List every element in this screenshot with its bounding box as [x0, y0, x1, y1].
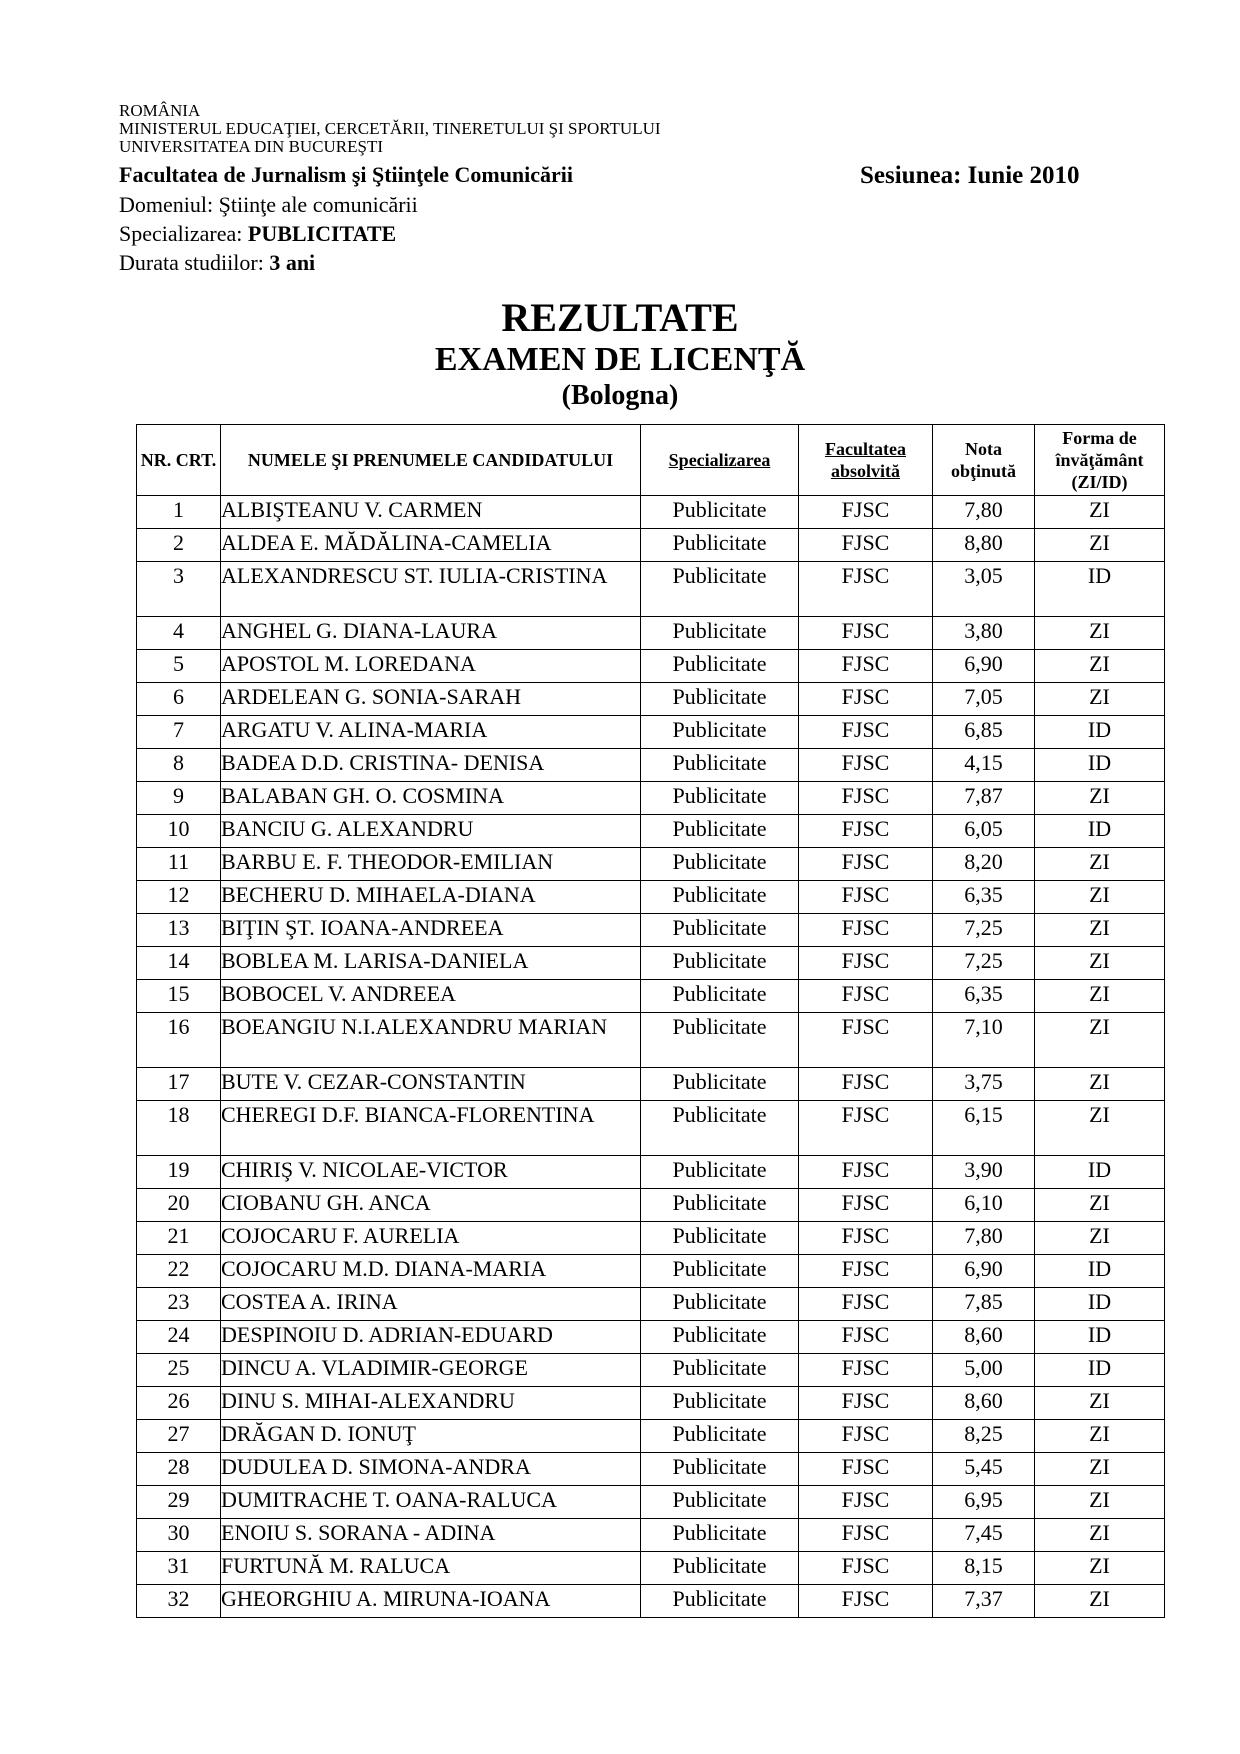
table-row — [137, 1156, 1165, 1189]
table-row — [137, 1222, 1165, 1255]
faculty-cell: FJSC — [799, 947, 933, 980]
specialization-cell: Publicitate — [641, 1486, 799, 1519]
candidate-name-cell: ARGATU V. ALINA-MARIA — [221, 716, 641, 749]
specialization-cell: Publicitate — [641, 650, 799, 683]
faculty-cell: FJSC — [799, 881, 933, 914]
row-number-cell: 27 — [137, 1420, 221, 1453]
table-row — [137, 562, 1165, 617]
domain-value: Ştiinţe ale comunicării — [218, 192, 418, 217]
specialization-cell: Publicitate — [641, 1354, 799, 1387]
study-form-cell: ZI — [1035, 1486, 1165, 1519]
row-number-cell: 18 — [137, 1101, 221, 1156]
specialization-cell: Publicitate — [641, 1420, 799, 1453]
study-form-cell: ID — [1035, 1354, 1165, 1387]
table-row — [137, 815, 1165, 848]
candidate-name-cell: BADEA D.D. CRISTINA- DENISA — [221, 749, 641, 782]
faculty-cell: FJSC — [799, 1255, 933, 1288]
candidate-name-cell: COJOCARU M.D. DIANA-MARIA — [221, 1255, 641, 1288]
faculty-cell: FJSC — [799, 496, 933, 529]
specialization-cell: Publicitate — [641, 1013, 799, 1068]
candidate-name-cell: BOBOCEL V. ANDREEA — [221, 980, 641, 1013]
title-exam: EXAMEN DE LICENŢĂ — [434, 341, 806, 378]
study-form-cell: ZI — [1035, 1387, 1165, 1420]
row-number-cell: 7 — [137, 716, 221, 749]
faculty-cell: FJSC — [799, 1552, 933, 1585]
faculty-cell: FJSC — [799, 914, 933, 947]
table-row — [137, 529, 1165, 562]
specialization-cell: Publicitate — [641, 749, 799, 782]
candidate-name-cell: ALEXANDRESCU ST. IULIA-CRISTINA — [221, 562, 641, 617]
table-row — [137, 1068, 1165, 1101]
study-form-cell: ZI — [1035, 617, 1165, 650]
row-number-cell: 21 — [137, 1222, 221, 1255]
specialization-cell: Publicitate — [641, 1068, 799, 1101]
header-nr: NR. CRT. — [137, 425, 221, 496]
candidate-name-cell: BALABAN GH. O. COSMINA — [221, 782, 641, 815]
candidate-name-cell: APOSTOL M. LOREDANA — [221, 650, 641, 683]
candidate-name-cell: DUDULEA D. SIMONA-ANDRA — [221, 1453, 641, 1486]
row-number-cell: 29 — [137, 1486, 221, 1519]
row-number-cell: 9 — [137, 782, 221, 815]
grade-cell: 6,35 — [933, 980, 1035, 1013]
table-body — [137, 496, 1165, 1618]
faculty-cell: FJSC — [799, 1101, 933, 1156]
table-row — [137, 1321, 1165, 1354]
row-number-cell: 8 — [137, 749, 221, 782]
specialization-cell: Publicitate — [641, 496, 799, 529]
row-number-cell: 20 — [137, 1189, 221, 1222]
candidate-name-cell: ANGHEL G. DIANA-LAURA — [221, 617, 641, 650]
specialization-cell: Publicitate — [641, 1585, 799, 1618]
faculty-cell: FJSC — [799, 1156, 933, 1189]
candidate-name-cell: FURTUNĂ M. RALUCA — [221, 1552, 641, 1585]
faculty-cell: FJSC — [799, 1585, 933, 1618]
document-header — [119, 102, 1119, 277]
faculty-cell: FJSC — [799, 815, 933, 848]
header-faculty — [799, 425, 933, 496]
specialization-cell: Publicitate — [641, 947, 799, 980]
table-row — [137, 980, 1165, 1013]
table-row — [137, 1354, 1165, 1387]
specialization-cell: Publicitate — [641, 815, 799, 848]
faculty-cell: FJSC — [799, 1321, 933, 1354]
specialization-cell: Publicitate — [641, 1288, 799, 1321]
row-number-cell: 22 — [137, 1255, 221, 1288]
specialization-cell: Publicitate — [641, 529, 799, 562]
study-form-cell: ID — [1035, 1288, 1165, 1321]
specialization-cell: Publicitate — [641, 617, 799, 650]
row-number-cell: 17 — [137, 1068, 221, 1101]
table-row — [137, 716, 1165, 749]
table-row — [137, 617, 1165, 650]
candidate-name-cell: ALDEA E. MĂDĂLINA-CAMELIA — [221, 529, 641, 562]
grade-cell: 7,87 — [933, 782, 1035, 815]
faculty-cell: FJSC — [799, 529, 933, 562]
faculty-cell: FJSC — [799, 1420, 933, 1453]
study-form-cell: ZI — [1035, 1101, 1165, 1156]
candidate-name-cell: CHIRIŞ V. NICOLAE-VICTOR — [221, 1156, 641, 1189]
duration-label: Durata studiilor: — [119, 250, 264, 275]
row-number-cell: 5 — [137, 650, 221, 683]
specialization-cell: Publicitate — [641, 562, 799, 617]
header-form: Forma de învăţământ (ZI/ID) — [1035, 425, 1165, 496]
grade-cell: 8,15 — [933, 1552, 1035, 1585]
grade-cell: 6,90 — [933, 1255, 1035, 1288]
faculty-name: Facultatea de Jurnalism şi Ştiinţele Comunicării — [119, 162, 574, 187]
row-number-cell: 6 — [137, 683, 221, 716]
document-titles — [0, 295, 1240, 413]
candidate-name-cell: DINCU A. VLADIMIR-GEORGE — [221, 1354, 641, 1387]
row-number-cell: 10 — [137, 815, 221, 848]
grade-cell: 7,80 — [933, 1222, 1035, 1255]
grade-cell: 3,90 — [933, 1156, 1035, 1189]
faculty-cell: FJSC — [799, 749, 933, 782]
faculty-cell: FJSC — [799, 1189, 933, 1222]
study-form-cell: ZI — [1035, 1453, 1165, 1486]
table-row — [137, 1255, 1165, 1288]
header-grade: Nota obţinută — [933, 425, 1035, 496]
faculty-cell: FJSC — [799, 1486, 933, 1519]
grade-cell: 7,85 — [933, 1288, 1035, 1321]
specialization-cell: Publicitate — [641, 1453, 799, 1486]
row-number-cell: 3 — [137, 562, 221, 617]
table-row — [137, 650, 1165, 683]
specialization-cell: Publicitate — [641, 716, 799, 749]
table-row — [137, 1486, 1165, 1519]
grade-cell: 8,20 — [933, 848, 1035, 881]
study-form-cell: ZI — [1035, 1068, 1165, 1101]
table-row — [137, 1288, 1165, 1321]
ministry-line: MINISTERUL EDUCAŢIEI, CERCETĂRII, TINERETULUI ŞI SPORTULUI — [119, 119, 661, 138]
table-row — [137, 1453, 1165, 1486]
specialization-cell: Publicitate — [641, 1321, 799, 1354]
study-form-cell: ID — [1035, 1321, 1165, 1354]
study-form-cell: ID — [1035, 815, 1165, 848]
duration-value: 3 ani — [269, 250, 316, 275]
row-number-cell: 19 — [137, 1156, 221, 1189]
grade-cell: 6,35 — [933, 881, 1035, 914]
faculty-cell: FJSC — [799, 1519, 933, 1552]
study-form-cell: ID — [1035, 562, 1165, 617]
faculty-cell: FJSC — [799, 617, 933, 650]
results-table — [136, 424, 1165, 1618]
specialization-cell: Publicitate — [641, 1387, 799, 1420]
faculty-cell: FJSC — [799, 1387, 933, 1420]
study-form-cell: ZI — [1035, 1519, 1165, 1552]
domain-line — [119, 190, 1119, 219]
study-form-cell: ID — [1035, 1156, 1165, 1189]
row-number-cell: 25 — [137, 1354, 221, 1387]
header-faculty-text: Facultatea absolvită — [825, 439, 906, 481]
study-form-cell: ZI — [1035, 947, 1165, 980]
study-form-cell: ID — [1035, 716, 1165, 749]
specialization-cell: Publicitate — [641, 980, 799, 1013]
table-row — [137, 848, 1165, 881]
row-number-cell: 4 — [137, 617, 221, 650]
faculty-cell: FJSC — [799, 782, 933, 815]
table-row — [137, 1519, 1165, 1552]
table-row — [137, 749, 1165, 782]
row-number-cell: 16 — [137, 1013, 221, 1068]
row-number-cell: 24 — [137, 1321, 221, 1354]
table-row — [137, 683, 1165, 716]
grade-cell: 3,75 — [933, 1068, 1035, 1101]
row-number-cell: 2 — [137, 529, 221, 562]
specialization-cell: Publicitate — [641, 1222, 799, 1255]
row-number-cell: 23 — [137, 1288, 221, 1321]
candidate-name-cell: BARBU E. F. THEODOR-EMILIAN — [221, 848, 641, 881]
specialization-cell: Publicitate — [641, 782, 799, 815]
grade-cell: 6,15 — [933, 1101, 1035, 1156]
faculty-row — [119, 162, 1119, 190]
faculty-cell: FJSC — [799, 650, 933, 683]
candidate-name-cell: ENOIU S. SORANA - ADINA — [221, 1519, 641, 1552]
candidate-name-cell: DUMITRACHE T. OANA-RALUCA — [221, 1486, 641, 1519]
grade-cell: 5,45 — [933, 1453, 1035, 1486]
study-form-cell: ZI — [1035, 1552, 1165, 1585]
domain-label: Domeniul: — [119, 192, 214, 217]
faculty-cell: FJSC — [799, 683, 933, 716]
candidate-name-cell: COSTEA A. IRINA — [221, 1288, 641, 1321]
grade-cell: 7,37 — [933, 1585, 1035, 1618]
study-form-cell: ZI — [1035, 529, 1165, 562]
grade-cell: 6,85 — [933, 716, 1035, 749]
duration-line — [119, 248, 1119, 277]
table-row — [137, 881, 1165, 914]
row-number-cell: 13 — [137, 914, 221, 947]
faculty-cell: FJSC — [799, 1354, 933, 1387]
study-form-cell: ZI — [1035, 881, 1165, 914]
study-form-cell: ID — [1035, 749, 1165, 782]
row-number-cell: 31 — [137, 1552, 221, 1585]
specialization-cell: Publicitate — [641, 1101, 799, 1156]
grade-cell: 7,05 — [933, 683, 1035, 716]
study-form-cell: ZI — [1035, 848, 1165, 881]
grade-cell: 8,80 — [933, 529, 1035, 562]
faculty-cell: FJSC — [799, 1068, 933, 1101]
row-number-cell: 26 — [137, 1387, 221, 1420]
study-form-cell: ZI — [1035, 1189, 1165, 1222]
candidate-name-cell: BECHERU D. MIHAELA-DIANA — [221, 881, 641, 914]
grade-cell: 6,90 — [933, 650, 1035, 683]
title-bologna: (Bologna) — [561, 380, 679, 411]
study-form-cell: ZI — [1035, 683, 1165, 716]
grade-cell: 8,60 — [933, 1321, 1035, 1354]
faculty-cell: FJSC — [799, 1453, 933, 1486]
study-form-cell: ZI — [1035, 914, 1165, 947]
table-row — [137, 947, 1165, 980]
header-specialization — [641, 425, 799, 496]
candidate-name-cell: ALBIŞTEANU V. CARMEN — [221, 496, 641, 529]
grade-cell: 7,25 — [933, 947, 1035, 980]
candidate-name-cell: DRĂGAN D. IONUŢ — [221, 1420, 641, 1453]
study-form-cell: ZI — [1035, 650, 1165, 683]
study-form-cell: ZI — [1035, 1585, 1165, 1618]
table-row — [137, 1552, 1165, 1585]
grade-cell: 3,80 — [933, 617, 1035, 650]
row-number-cell: 15 — [137, 980, 221, 1013]
faculty-cell: FJSC — [799, 1222, 933, 1255]
specialization-cell: Publicitate — [641, 848, 799, 881]
table-row — [137, 914, 1165, 947]
faculty-cell: FJSC — [799, 848, 933, 881]
faculty-cell: FJSC — [799, 1288, 933, 1321]
table-row — [137, 1189, 1165, 1222]
candidate-name-cell: DINU S. MIHAI-ALEXANDRU — [221, 1387, 641, 1420]
header-name: NUMELE ŞI PRENUMELE CANDIDATULUI — [221, 425, 641, 496]
row-number-cell: 14 — [137, 947, 221, 980]
table-row — [137, 1013, 1165, 1068]
session-label: Sesiunea: Iunie 2010 — [860, 162, 1080, 189]
specialization-line — [119, 219, 1119, 248]
faculty-cell: FJSC — [799, 716, 933, 749]
table-row — [137, 1585, 1165, 1618]
grade-cell: 7,10 — [933, 1013, 1035, 1068]
grade-cell: 7,25 — [933, 914, 1035, 947]
candidate-name-cell: GHEORGHIU A. MIRUNA-IOANA — [221, 1585, 641, 1618]
specialization-cell: Publicitate — [641, 683, 799, 716]
grade-cell: 8,60 — [933, 1387, 1035, 1420]
specialization-value: PUBLICITATE — [247, 221, 397, 246]
row-number-cell: 32 — [137, 1585, 221, 1618]
specialization-cell: Publicitate — [641, 1189, 799, 1222]
specialization-cell: Publicitate — [641, 914, 799, 947]
grade-cell: 3,05 — [933, 562, 1035, 617]
study-form-cell: ZI — [1035, 980, 1165, 1013]
grade-cell: 6,95 — [933, 1486, 1035, 1519]
university-line: UNIVERSITATEA DIN BUCUREŞTI — [119, 137, 384, 156]
study-form-cell: ZI — [1035, 782, 1165, 815]
candidate-name-cell: ARDELEAN G. SONIA-SARAH — [221, 683, 641, 716]
grade-cell: 6,10 — [933, 1189, 1035, 1222]
table-header-row — [137, 425, 1165, 496]
candidate-name-cell: BOEANGIU N.I.ALEXANDRU MARIAN — [221, 1013, 641, 1068]
study-form-cell: ID — [1035, 1255, 1165, 1288]
grade-cell: 5,00 — [933, 1354, 1035, 1387]
table-row — [137, 1420, 1165, 1453]
candidate-name-cell: BANCIU G. ALEXANDRU — [221, 815, 641, 848]
grade-cell: 8,25 — [933, 1420, 1035, 1453]
faculty-cell: FJSC — [799, 562, 933, 617]
study-form-cell: ZI — [1035, 1222, 1165, 1255]
candidate-name-cell: CIOBANU GH. ANCA — [221, 1189, 641, 1222]
row-number-cell: 12 — [137, 881, 221, 914]
table-row — [137, 1387, 1165, 1420]
candidate-name-cell: CHEREGI D.F. BIANCA-FLORENTINA — [221, 1101, 641, 1156]
candidate-name-cell: COJOCARU F. AURELIA — [221, 1222, 641, 1255]
specialization-cell: Publicitate — [641, 881, 799, 914]
row-number-cell: 1 — [137, 496, 221, 529]
header-specialization-text: Specializarea — [668, 450, 771, 470]
study-form-cell: ZI — [1035, 496, 1165, 529]
grade-cell: 4,15 — [933, 749, 1035, 782]
specialization-cell: Publicitate — [641, 1156, 799, 1189]
grade-cell: 7,80 — [933, 496, 1035, 529]
study-form-cell: ZI — [1035, 1420, 1165, 1453]
row-number-cell: 28 — [137, 1453, 221, 1486]
table-row — [137, 782, 1165, 815]
table-row — [137, 496, 1165, 529]
country-line: ROMÂNIA — [119, 101, 201, 120]
faculty-cell: FJSC — [799, 980, 933, 1013]
grade-cell: 6,05 — [933, 815, 1035, 848]
candidate-name-cell: BIŢIN ŞT. IOANA-ANDREEA — [221, 914, 641, 947]
faculty-cell: FJSC — [799, 1013, 933, 1068]
study-form-cell: ZI — [1035, 1013, 1165, 1068]
specialization-cell: Publicitate — [641, 1519, 799, 1552]
candidate-name-cell: BOBLEA M. LARISA-DANIELA — [221, 947, 641, 980]
table-row — [137, 1101, 1165, 1156]
specialization-label: Specializarea: — [119, 221, 243, 246]
candidate-name-cell: BUTE V. CEZAR-CONSTANTIN — [221, 1068, 641, 1101]
row-number-cell: 11 — [137, 848, 221, 881]
candidate-name-cell: DESPINOIU D. ADRIAN-EDUARD — [221, 1321, 641, 1354]
specialization-cell: Publicitate — [641, 1255, 799, 1288]
grade-cell: 7,45 — [933, 1519, 1035, 1552]
title-results: REZULTATE — [501, 295, 739, 340]
specialization-cell: Publicitate — [641, 1552, 799, 1585]
row-number-cell: 30 — [137, 1519, 221, 1552]
